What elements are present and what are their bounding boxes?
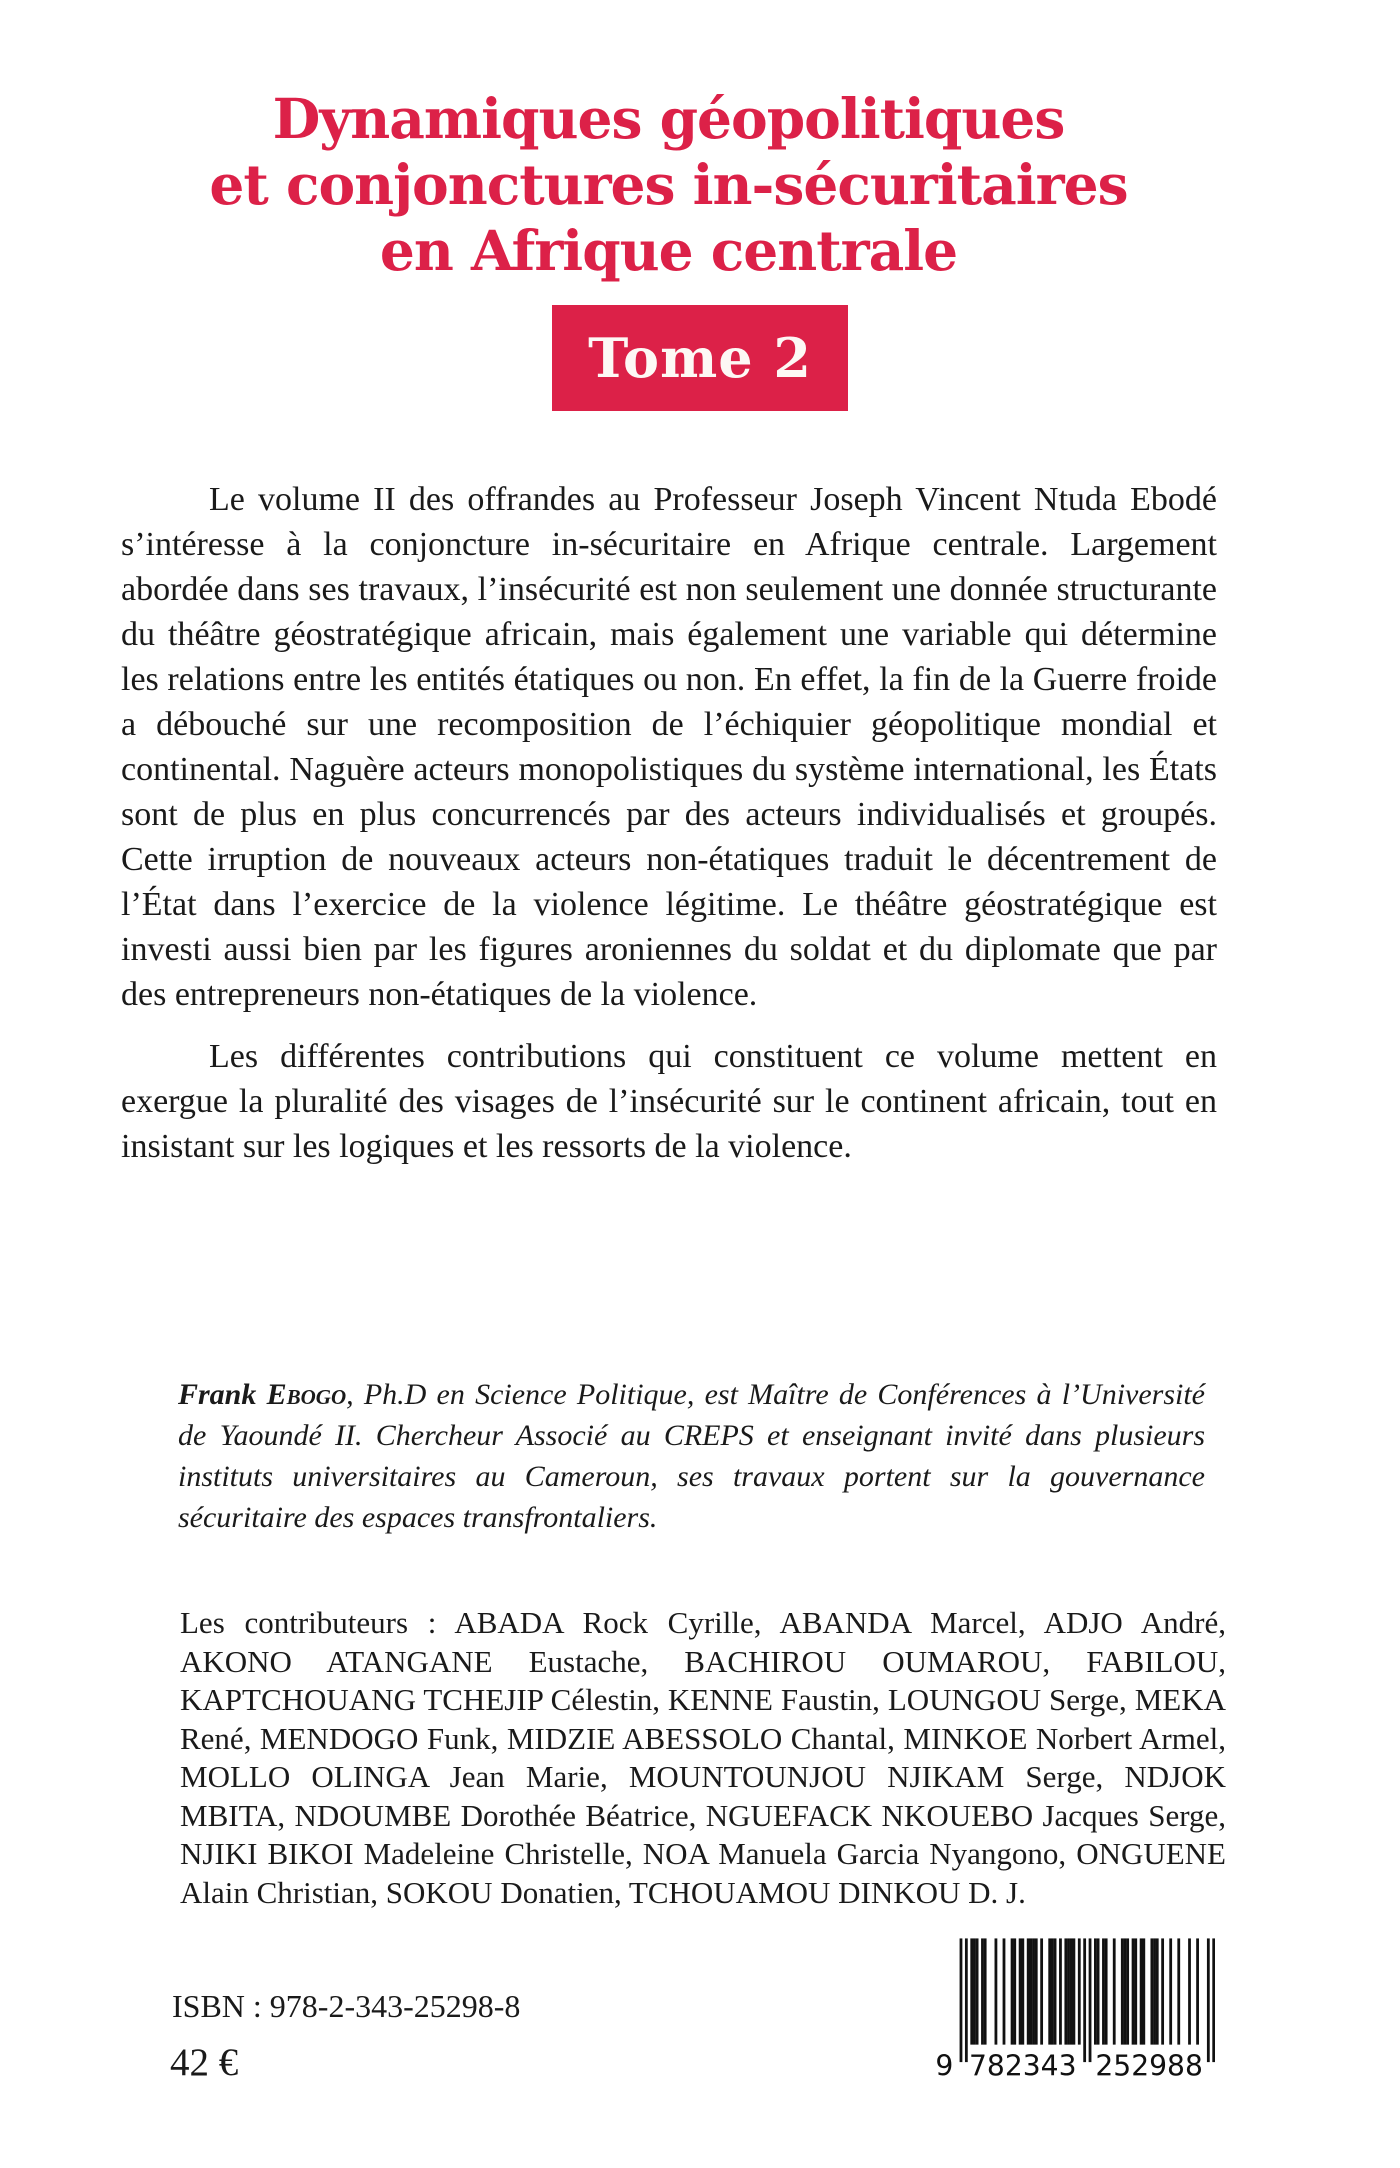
contributors-paragraph — [180, 1604, 1226, 1912]
isbn-text: ISBN : 978-2-343-25298-8 — [172, 1988, 521, 2024]
contributors-names: ABADA Rock Cyrille, ABANDA Marcel, ADJO André, AKONO ATANGANE Eustache, BACHIROU OUMAROU, FABILOU, KAPTCHOUANG TCHEJIP Célestin, KENNE Faustin, LOUNGOU Serge, MEKA René, MENDOGO Funk, MIDZIE ABESSOLO Chantal, MINKOE Norbert Armel, MOLLO OLINGA Jean Marie, MOUNTOUNJOU NJIKAM Serge, NDJOK MBITA, NDOUMBE Dorothée Béatrice, NGUEFACK NKOUEBO Jacques Serge, NJIKI BIKOI Madeleine Christelle, NOA Manuela Garcia Nyangono, ONGUENE Alain Christian, SOKOU Donatien, TCHOUAMOU DINKOU D. J. — [180, 1605, 1227, 1910]
book-title-line-1: Dynamiques géopolitiques — [272, 86, 1065, 151]
author-family-name: Ebogo — [266, 1378, 347, 1411]
author-bio-text: , Ph.D en Science Politique, est Maître de Conférences à l’Université de Yaoundé II. Chercheur Associé au CREPS et enseignant invité dans plusieurs instituts universitaires au Cameroun, ses travaux portent sur la gouvernance sécuritaire des espaces transfrontaliers. — [178, 1378, 1205, 1534]
book-title — [120, 86, 1217, 284]
book-title-line-2: et conjonctures in-sécuritaires — [209, 152, 1128, 217]
svg-text:252988: 252988 — [1095, 2049, 1203, 2080]
tome-badge-label: Tome 2 — [588, 326, 812, 390]
author-first-name: Frank — [178, 1378, 267, 1411]
synopsis-paragraph-1: Le volume II des offrandes au Professeur Joseph Vincent Ntuda Ebodé s’intéresse à la conjoncture in-sécuritaire en Afrique centrale. Largement abordée dans ses travaux, l’insécurité est non seulement une donnée structurante du théâtre géostratégique africain, mais également une variable qui détermine les relations entre les entités étatiques ou non. En effet, la fin de la Guerre froide a débouché sur une recomposition de l’échiquier géopolitique mondial et continental. Naguère acteurs monopolistiques du système international, les États sont de plus en plus concurrencés par des acteurs individualisés et groupés. Cette irruption de nouveaux acteurs non-étatiques traduit le décentrement de l’État dans l’exercice de la violence légitime. Le théâtre géostratégique est investi aussi bien par les figures aroniennes du soldat et du diplomate que par des entrepreneurs non-étatiques de la violence. — [121, 481, 1217, 1013]
svg-text:782343: 782343 — [968, 2049, 1077, 2080]
ean13-barcode — [930, 1938, 1215, 2080]
book-title-line-3: en Afrique centrale — [379, 218, 958, 283]
contributors-label: Les contributeurs : — [180, 1605, 455, 1640]
synopsis — [121, 477, 1217, 1169]
tome-badge — [552, 305, 848, 411]
svg-text:9: 9 — [935, 2049, 954, 2080]
price-text: 42 € — [170, 2041, 239, 2084]
author-name — [178, 1378, 346, 1411]
synopsis-paragraph-2: Les différentes contributions qui constituent ce volume mettent en exergue la pluralité des visages de l’insécurité sur le continent africain, tout en insistant sur les logiques et les ressorts de la violence. — [121, 1038, 1217, 1165]
author-bio — [178, 1374, 1205, 1538]
